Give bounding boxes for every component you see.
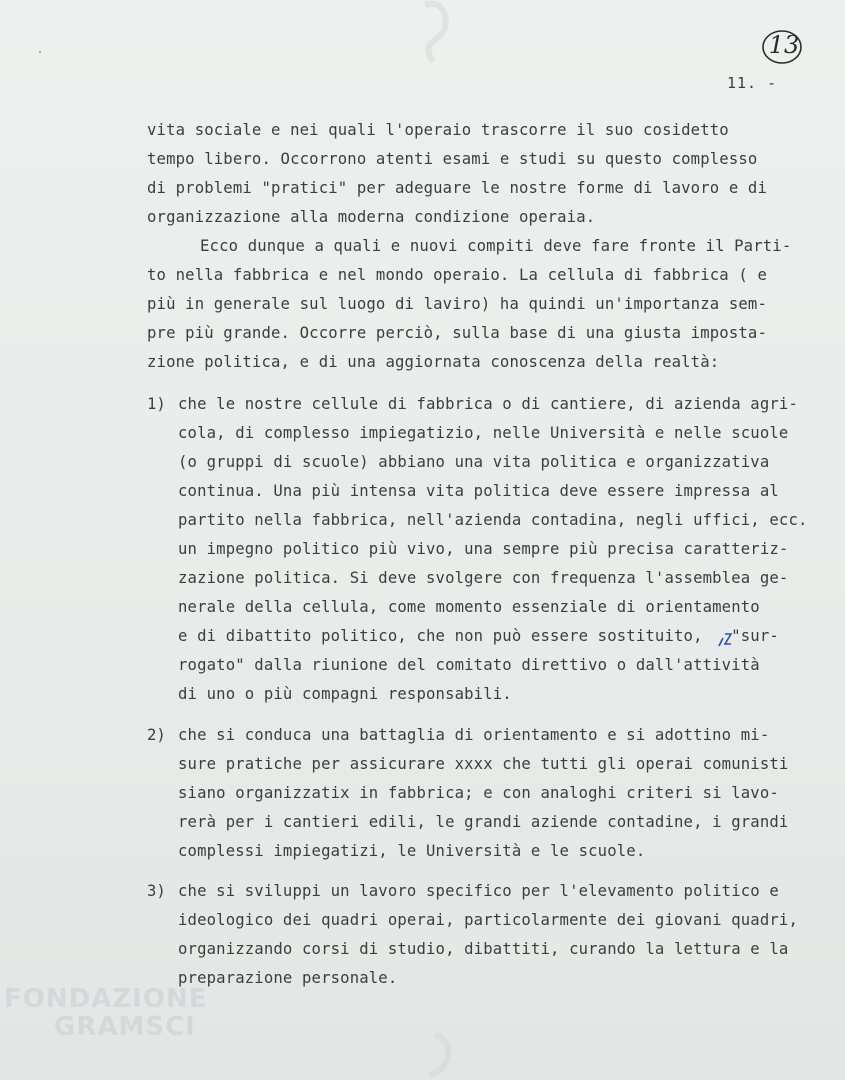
list-item-line: di uno o più compagni responsabili. xyxy=(178,685,512,703)
list-item-line: siano organizzatix in fabbrica; e con analoghi criteri si lavo- xyxy=(178,784,779,802)
list-item-line: rogato" dalla riunione del comitato direttivo o dall'attività xyxy=(178,656,760,674)
text-line: Ecco dunque a quali e nuovi compiti deve fare fronte il Parti- xyxy=(200,237,792,255)
list-item-line: continua. Una più intensa vita politica deve essere impressa al xyxy=(178,482,779,500)
paper-speck xyxy=(39,51,41,53)
list-item-line: organizzando corsi di studio, dibattiti, curando la lettura e la xyxy=(178,940,789,958)
list-item-line: rerà per i cantieri edili, le grandi aziende contadine, i grandi xyxy=(178,813,789,831)
list-item-line: cola, di complesso impiegatizio, nelle Università e nelle scuole xyxy=(178,424,789,442)
handwritten-correction-mark xyxy=(717,630,733,648)
list-item-line: ideologico dei quadri operai, particolarmente dei giovani quadri, xyxy=(178,911,798,929)
archive-watermark-mark-bottom xyxy=(410,1030,460,1080)
list-item-line: un impegno politico più vivo, una sempre più precisa caratteriz- xyxy=(178,540,789,558)
text-line: più in generale sul luogo di laviro) ha quindi un'importanza sem- xyxy=(147,295,767,313)
list-item-line: preparazione personale. xyxy=(178,969,398,987)
list-item-number: 2) xyxy=(147,726,166,744)
list-item-line: (o gruppi di scuole) abbiano una vita politica e organizzativa xyxy=(178,453,770,471)
archive-watermark-mark-top xyxy=(415,0,465,70)
list-item-line: che si conduca una battaglia di orientamento e si adottino mi- xyxy=(178,726,770,744)
list-item-line: partito nella fabbrica, nell'azienda contadina, negli uffici, ecc. xyxy=(178,511,808,529)
list-item-line: zazione politica. Si deve svolgere con frequenza l'assemblea ge- xyxy=(178,569,789,587)
watermark-line: GRAMSCI xyxy=(54,1012,196,1042)
text-line: zione politica, e di una aggiornata conoscenza della realtà: xyxy=(147,353,720,371)
list-item-line: nerale della cellula, come momento essenziale di orientamento xyxy=(178,598,760,616)
list-item-line: sure pratiche per assicurare xxxx che tutti gli operai comunisti xyxy=(178,755,789,773)
archive-watermark xyxy=(4,985,207,1041)
text-line: organizzazione alla moderna condizione operaia. xyxy=(147,208,596,226)
list-item-line: che le nostre cellule di fabbrica o di cantiere, di azienda agri- xyxy=(178,395,798,413)
text-line: di problemi "pratici" per adeguare le nostre forme di lavoro e di xyxy=(147,179,767,197)
text-line: pre più grande. Occorre perciò, sulla base di una giusta imposta- xyxy=(147,324,767,342)
watermark-line: FONDAZIONE xyxy=(4,984,208,1014)
list-item-number: 1) xyxy=(147,395,166,413)
page-number: 11. - xyxy=(727,74,778,92)
list-item-line: complessi impiegatizi, le Università e le scuole. xyxy=(178,842,646,860)
text-line: to nella fabbrica e nel mondo operaio. La cellula di fabbrica ( e xyxy=(147,266,767,284)
text-line: vita sociale e nei quali l'operaio trascorre il suo cosidetto xyxy=(147,121,729,139)
text-line: tempo libero. Occorrono atenti esami e studi su questo complesso xyxy=(147,150,758,168)
archive-page-number: 13 xyxy=(768,31,800,59)
list-item-line: che si sviluppi un lavoro specifico per l'elevamento politico e xyxy=(178,882,779,900)
list-item-number: 3) xyxy=(147,882,166,900)
list-item-line: e di dibattito politico, che non può essere sostituito, "sur- xyxy=(178,627,779,645)
